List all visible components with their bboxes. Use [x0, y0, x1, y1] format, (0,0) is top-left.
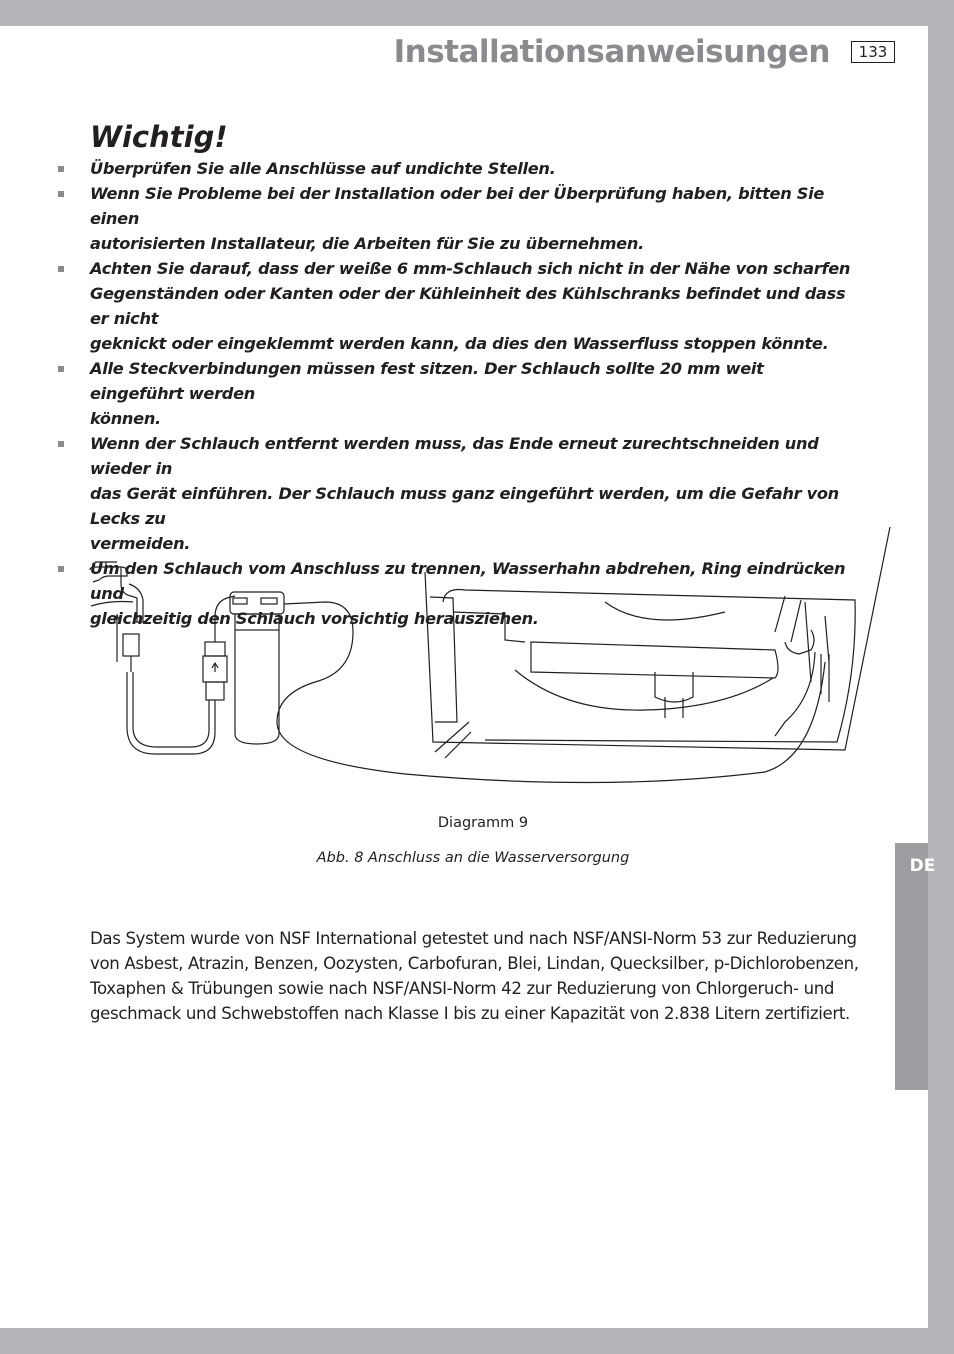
refrigerator-base-icon	[425, 527, 890, 758]
list-item	[58, 256, 858, 356]
list-item	[58, 181, 858, 256]
water-tap-icon	[90, 562, 145, 672]
list-item-text: Wenn der Schlauch entfernt werden muss, das Ende erneut zurechtschneiden und wieder in das Gerät einführen. Der Schlauch muss ganz eingeführt werden, um die Gefahr von Lecks zu vermeiden.	[90, 434, 839, 553]
page-title: Installationsanweisungen	[393, 34, 830, 70]
page-frame-right	[928, 0, 954, 1354]
bullet-icon	[58, 191, 64, 197]
bullet-icon	[58, 441, 64, 447]
list-item-text: Alle Steckverbindungen müssen fest sitzen. Der Schlauch sollte 20 mm weit eingeführt werden können.	[90, 359, 764, 428]
bullet-icon	[58, 266, 64, 272]
inlet-hose	[127, 672, 215, 754]
bullet-icon	[58, 166, 64, 172]
bullet-icon	[58, 566, 64, 572]
diagram-label: Diagramm 9	[437, 815, 529, 831]
list-item-text: Wenn Sie Probleme bei der Installation oder bei der Überprüfung haben, bitten Sie einen autorisierten Installateur, die Arbeiten für Sie zu übernehmen.	[90, 184, 825, 253]
certification-paragraph: Das System wurde von NSF International getestet und nach NSF/ANSI-Norm 53 zur Reduzierung von Asbest, Atrazin, Benzen, Oozysten, Carbofuran, Blei, Lindan, Quecksilber, p-Dichlorobenzen, Toxaphen & Trübungen sowie nach NSF/ANSI-Norm 42 zur Reduzierung von Chlorgeruch- und geschmack und Schwebstoffen nach Klasse I bis zu einer Kapazität von 2.838 Litern zertifiziert.	[90, 929, 859, 1023]
list-item-text: Um den Schlauch vom Anschluss zu trennen, Wasserhahn abdrehen, Ring eindrücken und gleichzeitig den Schlauch vorsichtig herausziehen.	[90, 559, 846, 628]
language-tab	[895, 843, 936, 1090]
important-heading: Wichtig!	[90, 120, 228, 154]
figure-caption: Abb. 8 Anschluss an die Wasserversorgung	[316, 850, 630, 866]
page-frame-bottom	[0, 1328, 954, 1354]
water-filter-icon	[230, 592, 825, 783]
bullet-icon	[58, 366, 64, 372]
page-number: 133	[851, 41, 895, 63]
list-item-text: Achten Sie darauf, dass der weiße 6 mm-Schlauch sich nicht in der Nähe von scharfen Gegenständen oder Kanten oder der Kühleinheit des Kühlschranks befindet und dass er nicht geknickt oder eingeklemmt werden kann, da dies den Wasserfluss stoppen könnte.	[90, 259, 851, 353]
list-item	[58, 356, 858, 431]
list-item-text: Überprüfen Sie alle Anschlüsse auf undichte Stellen.	[90, 159, 556, 178]
water-connection-diagram	[85, 522, 895, 812]
page-frame-top	[0, 0, 954, 26]
list-item	[58, 156, 858, 181]
language-tab-label: DE	[909, 856, 936, 876]
